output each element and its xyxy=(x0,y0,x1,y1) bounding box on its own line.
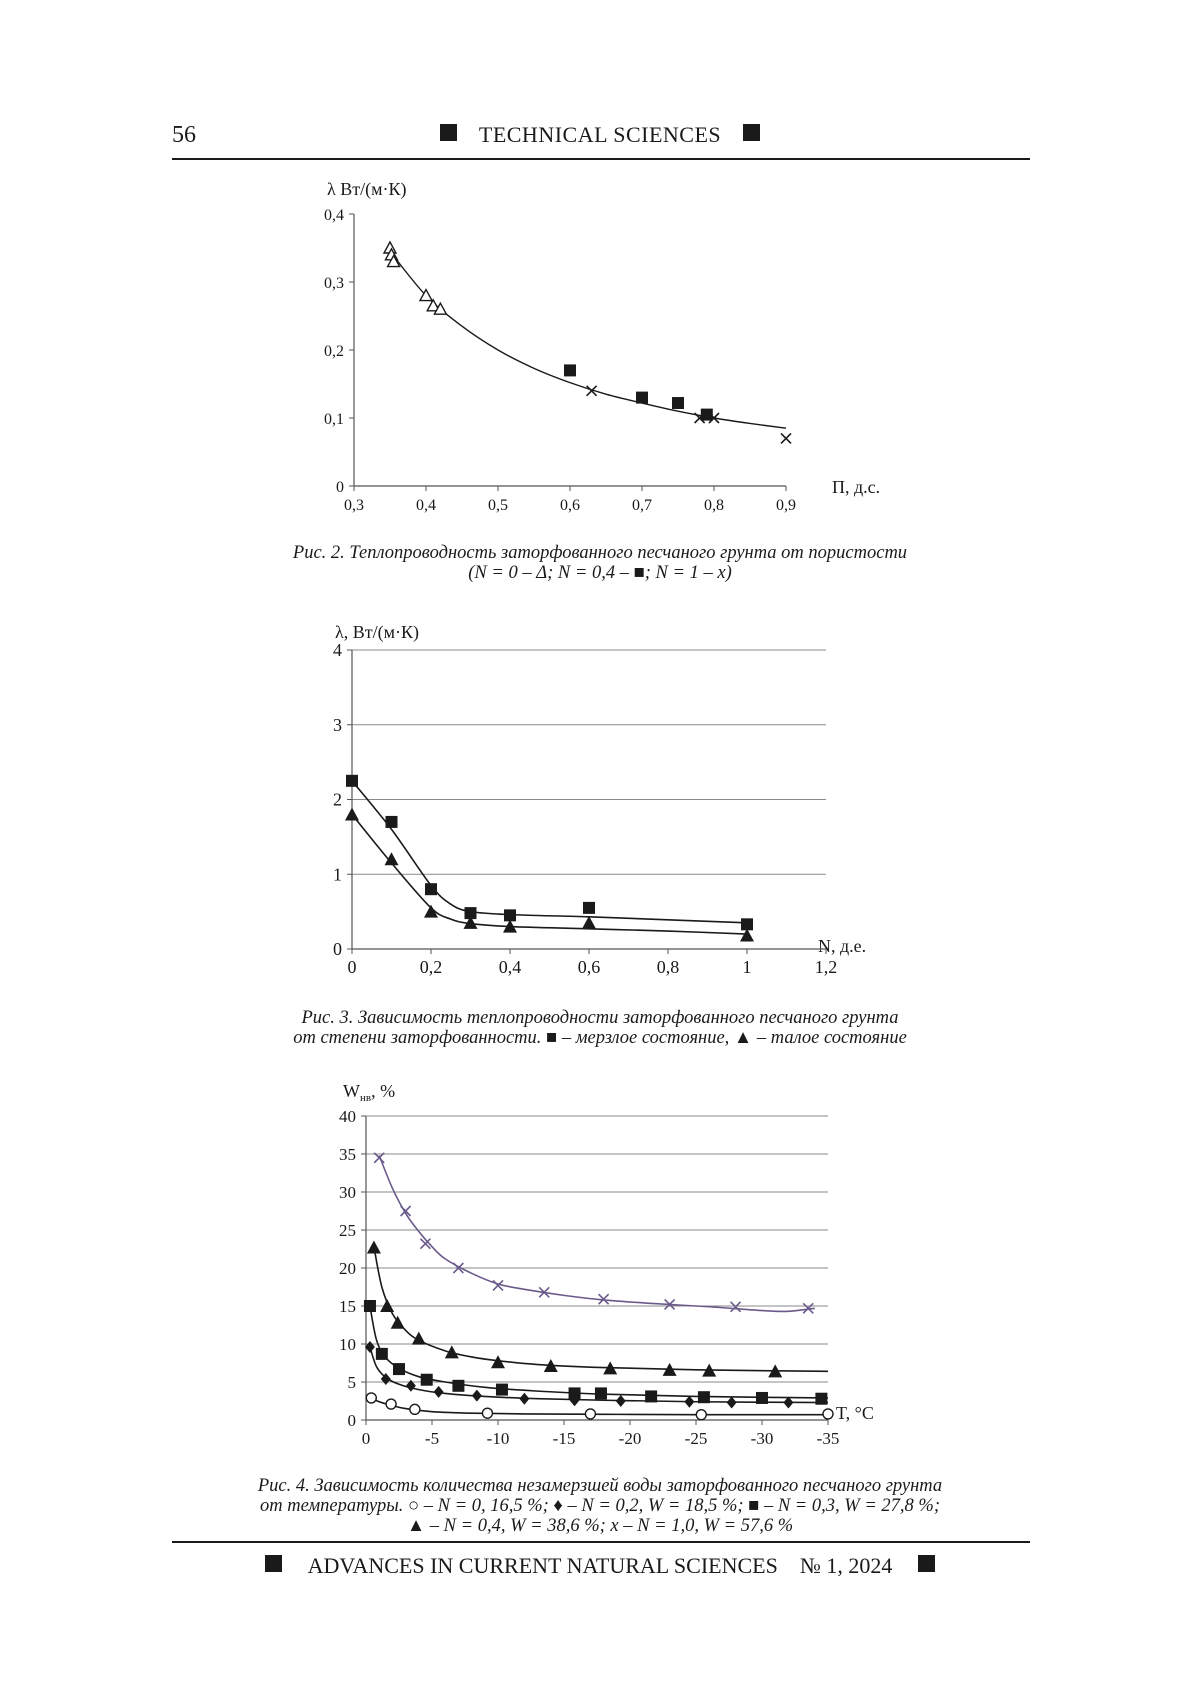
x-tick-label: 0,4 xyxy=(498,957,522,977)
data-point xyxy=(823,1409,833,1419)
running-footer xyxy=(0,1553,1200,1579)
fig2-xlabel: П, д.с. xyxy=(832,477,881,497)
data-point xyxy=(741,918,753,930)
data-point xyxy=(384,242,396,253)
data-point xyxy=(452,1380,464,1392)
y-tick-label: 35 xyxy=(339,1145,356,1164)
data-point xyxy=(420,1239,430,1249)
x-tick-label: -20 xyxy=(618,1429,642,1448)
data-point xyxy=(385,852,399,865)
y-tick-label: 1 xyxy=(333,864,342,885)
data-point xyxy=(364,1300,376,1312)
data-point xyxy=(727,1397,737,1409)
header-square-right-icon xyxy=(743,124,760,141)
fig4-caption-line3: ▲ – N = 0,4, W = 38,6 %; x – N = 1,0, W = 57,6 % xyxy=(406,1516,794,1536)
header-square-left-icon xyxy=(440,124,457,141)
fig4-caption xyxy=(0,1476,1200,1536)
series-line xyxy=(379,1156,815,1312)
data-point xyxy=(386,1399,396,1409)
y-tick-label: 10 xyxy=(339,1335,356,1354)
data-point xyxy=(504,909,516,921)
x-tick-label: -35 xyxy=(816,1429,840,1448)
data-point xyxy=(582,916,596,929)
fig2-caption xyxy=(0,543,1200,583)
data-point xyxy=(482,1408,492,1418)
data-point xyxy=(803,1303,813,1313)
y-tick-label: 0,2 xyxy=(324,343,344,360)
data-point xyxy=(380,1299,394,1312)
fig2-ylabel: λ Вт/(м·К) xyxy=(327,179,407,199)
data-point xyxy=(365,1341,375,1353)
x-tick-label: -30 xyxy=(750,1429,774,1448)
x-tick-label: 0 xyxy=(361,1429,371,1448)
data-point xyxy=(636,392,648,404)
x-tick-label: -25 xyxy=(684,1429,708,1448)
data-point xyxy=(709,413,719,423)
data-point xyxy=(401,1206,411,1216)
data-point xyxy=(587,386,597,396)
fig4-ylabel: $W_{нв}$, % xyxy=(343,1081,396,1104)
fig4-xlabel: T, °C xyxy=(836,1403,874,1423)
data-point xyxy=(381,1373,391,1385)
data-point xyxy=(434,303,446,314)
fig3-caption-line2: от степени заторфованности. ■ – мерзлое состояние, ▲ – талое состояние xyxy=(293,1028,907,1048)
fig4-caption-line1: Рис. 4. Зависимость количества незамерзшей воды заторфованного песчаного грунта xyxy=(257,1476,943,1496)
y-tick-label: 0,3 xyxy=(324,275,344,292)
footer-square-left-icon xyxy=(265,1555,282,1572)
data-point xyxy=(781,433,791,443)
x-tick-label: 0,5 xyxy=(488,497,508,514)
series-line xyxy=(370,1347,828,1402)
header-rule xyxy=(172,158,1030,160)
x-tick-label: 1,2 xyxy=(814,957,838,977)
data-point xyxy=(366,1393,376,1403)
y-tick-label: 15 xyxy=(339,1297,356,1316)
y-tick-label: 40 xyxy=(339,1107,356,1126)
data-point xyxy=(701,409,713,421)
data-point xyxy=(346,775,358,787)
data-point xyxy=(815,1393,827,1405)
y-tick-label: 2 xyxy=(333,789,342,810)
x-tick-label: -5 xyxy=(424,1429,440,1448)
series-line xyxy=(370,1306,828,1398)
section-title: TECHNICAL SCIENCES xyxy=(478,122,722,147)
data-point xyxy=(599,1294,609,1304)
data-point xyxy=(585,1409,595,1419)
data-point xyxy=(695,413,705,423)
y-tick-label: 0 xyxy=(336,479,344,496)
data-point xyxy=(453,1263,463,1273)
data-point xyxy=(496,1384,508,1396)
data-point xyxy=(740,929,754,942)
x-tick-label: 0,7 xyxy=(632,497,652,514)
trend-line xyxy=(390,251,786,428)
footer-rule xyxy=(172,1541,1030,1543)
data-point xyxy=(406,1380,416,1392)
data-point xyxy=(569,1387,581,1399)
x-tick-label: 0,2 xyxy=(419,957,443,977)
x-tick-label: 0,6 xyxy=(577,957,601,977)
page-number: 56 xyxy=(172,122,196,148)
data-point xyxy=(374,1153,384,1163)
data-point xyxy=(564,364,576,376)
data-point xyxy=(412,1332,426,1345)
y-tick-label: 0 xyxy=(347,1411,356,1430)
data-point xyxy=(616,1395,626,1407)
x-tick-label: 1 xyxy=(742,957,752,977)
data-point xyxy=(491,1355,505,1368)
data-point xyxy=(445,1345,459,1358)
data-point xyxy=(427,300,439,311)
fig2-caption-line1: Рис. 2. Теплопроводность заторфованного песчаного грунта от пористости xyxy=(292,543,908,563)
footer-square-right-icon xyxy=(918,1555,935,1572)
data-point xyxy=(756,1392,768,1404)
x-tick-label: 0,6 xyxy=(560,497,580,514)
series-line xyxy=(371,1398,828,1415)
data-point xyxy=(663,1363,677,1376)
data-point xyxy=(465,907,477,919)
series-line xyxy=(352,814,747,934)
data-point xyxy=(519,1393,529,1405)
data-point xyxy=(684,1396,694,1408)
data-point xyxy=(595,1387,607,1399)
data-point xyxy=(385,249,397,260)
x-tick-label: -15 xyxy=(552,1429,576,1448)
data-point xyxy=(672,397,684,409)
data-point xyxy=(731,1302,741,1312)
x-tick-label: 0,3 xyxy=(344,497,364,514)
y-tick-label: 0,4 xyxy=(324,207,344,224)
series-line xyxy=(374,1247,828,1372)
y-tick-label: 0 xyxy=(333,939,342,959)
fig3-xlabel: N, д.е. xyxy=(818,936,867,956)
x-tick-label: 0,9 xyxy=(776,497,796,514)
data-point xyxy=(424,905,438,918)
data-point xyxy=(434,1386,444,1398)
x-tick-label: 0,8 xyxy=(704,497,724,514)
data-point xyxy=(410,1404,420,1414)
y-tick-label: 30 xyxy=(339,1183,356,1202)
y-tick-label: 4 xyxy=(333,640,342,660)
data-point xyxy=(583,902,595,914)
series-line xyxy=(352,781,747,923)
data-point xyxy=(464,916,478,929)
data-point xyxy=(665,1299,675,1309)
data-point xyxy=(493,1280,503,1290)
data-point xyxy=(367,1240,381,1253)
y-tick-label: 0,1 xyxy=(324,411,344,428)
data-point xyxy=(702,1364,716,1377)
data-point xyxy=(345,807,359,820)
x-tick-label: 0,4 xyxy=(416,497,436,514)
data-point xyxy=(544,1359,558,1372)
data-point xyxy=(393,1363,405,1375)
data-point xyxy=(420,290,432,301)
data-point xyxy=(570,1394,580,1406)
data-point xyxy=(391,1316,405,1329)
fig4-caption-line2: от температуры. ○ – N = 0, 16,5 %; ♦ – N = 0,2, W = 18,5 %; ■ – N = 0,3, W = 27,8 %; xyxy=(259,1496,941,1516)
journal-title: ADVANCES IN CURRENT NATURAL SCIENCES xyxy=(307,1553,778,1578)
data-point xyxy=(645,1390,657,1402)
running-header xyxy=(0,122,1200,148)
y-tick-label: 3 xyxy=(333,714,342,735)
x-tick-label: -10 xyxy=(486,1429,510,1448)
fig2-caption-line2: (N = 0 – Δ; N = 0,4 – ■; N = 1 – x) xyxy=(468,563,732,583)
x-tick-label: 0,8 xyxy=(656,957,680,977)
data-point xyxy=(376,1348,388,1360)
issue-number: № 1, 2024 xyxy=(799,1553,893,1578)
fig3-caption xyxy=(0,1008,1200,1048)
y-tick-label: 20 xyxy=(339,1259,356,1278)
fig3-caption-line1: Рис. 3. Зависимость теплопроводности заторфованного песчаного грунта xyxy=(301,1008,899,1028)
data-point xyxy=(783,1397,793,1409)
data-point xyxy=(503,920,517,933)
data-point xyxy=(768,1364,782,1377)
data-point xyxy=(388,256,400,267)
data-point xyxy=(472,1390,482,1402)
y-tick-label: 5 xyxy=(347,1373,356,1392)
data-point xyxy=(698,1391,710,1403)
data-point xyxy=(421,1374,433,1386)
data-point xyxy=(539,1287,549,1297)
fig3-ylabel: λ, Вт/(м·К) xyxy=(335,622,419,642)
data-point xyxy=(696,1410,706,1420)
x-tick-label: 0 xyxy=(347,957,357,977)
y-tick-label: 25 xyxy=(339,1221,356,1240)
data-point xyxy=(603,1361,617,1374)
data-point xyxy=(425,883,437,895)
data-point xyxy=(386,816,398,828)
